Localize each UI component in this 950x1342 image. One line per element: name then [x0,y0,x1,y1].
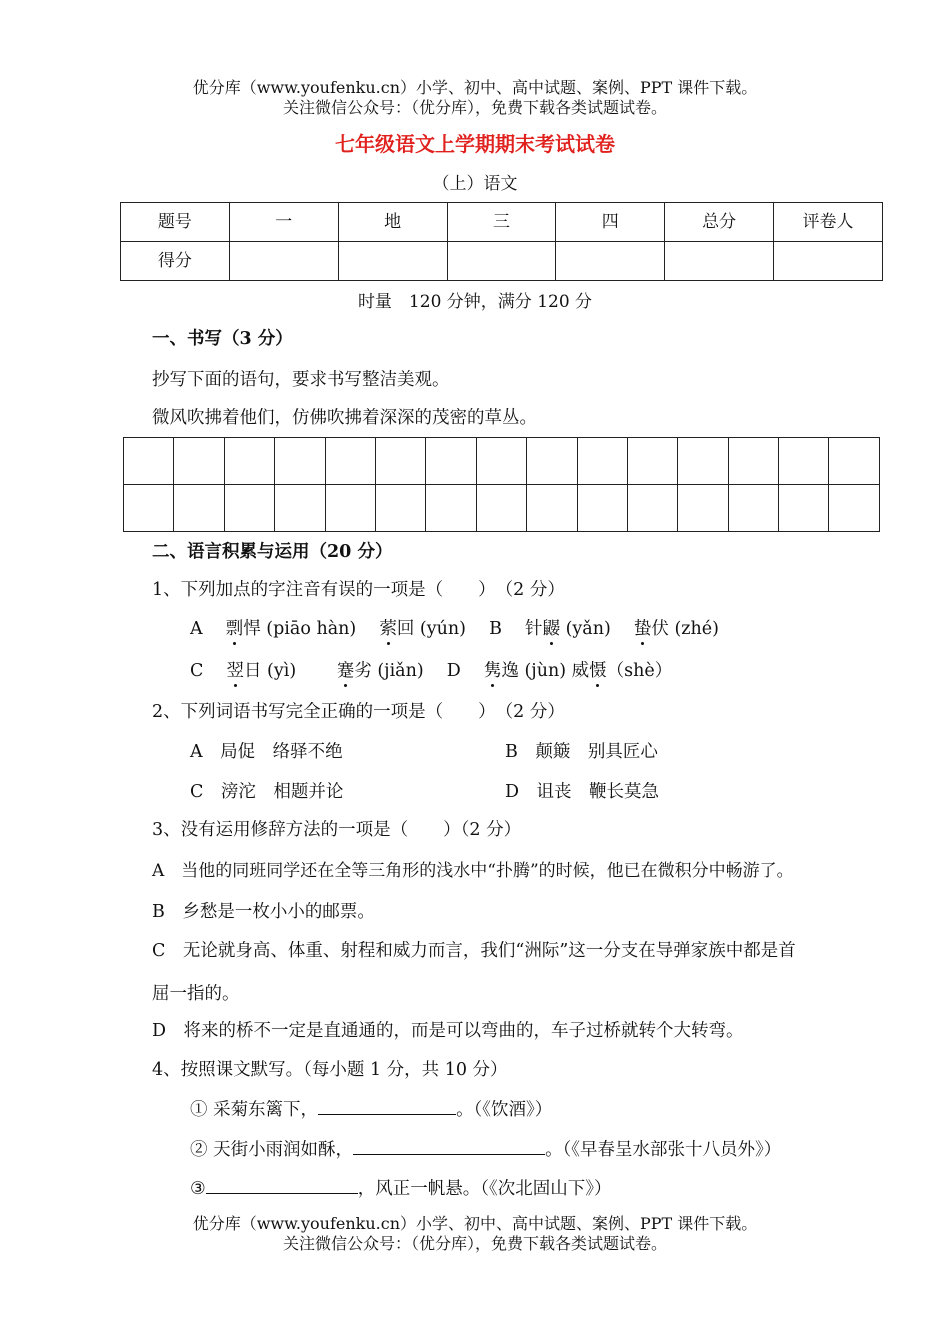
time-info: 时量 120 分钟，满分 120 分 [357,292,593,312]
question-1-options-cd [190,657,672,682]
writing-cell[interactable] [224,485,274,532]
answer-blank[interactable] [206,1177,358,1194]
question-4-item-1 [190,1096,552,1121]
section-1-instruction: 抄写下面的语句，要求书写整洁美观。 [152,370,450,390]
section-1-sentence: 微风吹拂着他们，仿佛吹拂着深深的茂密的草丛。 [152,408,537,428]
page-subtitle: （上）语文 [432,174,518,194]
writing-cell[interactable] [476,485,526,532]
footer-line-2: 关注微信公众号：（优分库），免费下载各类试题试卷。 [282,1234,667,1253]
writing-cell[interactable] [678,438,728,485]
question-3-option-c-cont: 屈一指的。 [152,984,240,1004]
score-table-score-row [121,242,883,281]
dotted-char: 蛰 [634,615,652,640]
writing-cell[interactable] [426,438,476,485]
option-text: (yǎn) [560,619,611,639]
writing-cell[interactable] [325,485,375,532]
option-text: 伏 (zhé) [651,619,719,639]
writing-cell[interactable] [829,438,880,485]
question-3-option-b: B 乡愁是一枚小小的邮票。 [152,902,375,922]
option-text: 悍 (piāo hàn) [243,619,357,639]
writing-cell[interactable] [375,438,425,485]
writing-grid-row [124,485,880,532]
writing-cell[interactable] [174,438,224,485]
writing-cell[interactable] [779,438,829,485]
writing-cell[interactable] [275,485,325,532]
question-3-stem: 3、没有运用修辞方法的一项是（ ）（2 分） [152,820,522,840]
writing-cell[interactable] [375,485,425,532]
dotted-char: 蹇 [337,657,355,682]
question-3-option-d: D 将来的桥不一定是直通通的，而是可以弯曲的，车子过桥就转个大转弯。 [152,1021,744,1041]
writing-cell[interactable] [124,485,174,532]
writing-cell[interactable] [174,485,224,532]
question-2-stem: 2、下列词语书写完全正确的一项是（ ） （2 分） [152,702,565,722]
option-text: 威 [571,661,590,681]
writing-cell[interactable] [124,438,174,485]
writing-cell[interactable] [829,485,880,532]
section-2-title: 二、语言积累与运用（20 分） [152,542,393,562]
score-table [120,202,883,281]
option-label: B [489,619,502,639]
writing-cell[interactable] [325,438,375,485]
header-line-1: 优分库（www.youfenku.cn）小学、初中、高中试题、案例、PPT 课件下载。 [192,78,758,97]
item-text: ③ [190,1179,206,1199]
question-3-option-a: A 当他的同班同学还在全等三角形的浅水中“扑腾”的时候，他已在微积分中畅游了。 [152,861,794,881]
dotted-char: 鼹 [543,615,561,640]
writing-grid-row [124,438,880,485]
question-1-stem: 1、下列加点的字注音有误的一项是（ ） （2 分） [152,580,565,600]
question-1-options-ab [190,615,719,640]
writing-cell[interactable] [476,438,526,485]
section-1-title: 一、书写（3 分） [152,329,293,349]
question-2-option-b: B 颠簸 别具匠心 [505,742,658,762]
option-label: A [190,619,203,639]
score-header-cell: 地 [338,203,447,242]
writing-cell[interactable] [527,485,577,532]
writing-cell[interactable] [728,438,778,485]
dotted-char: 剽 [226,615,244,640]
item-text: ，风正一帆悬。（《次北固山下》） [357,1179,612,1199]
option-text: 针 [525,619,543,639]
writing-cell[interactable] [779,485,829,532]
score-cell[interactable] [774,242,883,281]
score-header-cell: 题号 [121,203,230,242]
item-text: ① 采菊东篱下， [190,1100,319,1120]
score-cell[interactable] [447,242,556,281]
option-text: 日 (yì) [243,661,297,681]
option-label: D [446,661,461,681]
score-cell[interactable] [556,242,665,281]
score-table-header-row [121,203,883,242]
question-2-option-c: C 滂沱 相题并论 [190,782,344,802]
writing-cell[interactable] [527,438,577,485]
writing-cell[interactable] [678,485,728,532]
option-label: C [190,661,204,681]
score-header-cell: 一 [229,203,338,242]
option-text: （shè） [606,661,673,681]
writing-cell[interactable] [577,485,627,532]
writing-cell[interactable] [728,485,778,532]
writing-cell[interactable] [426,485,476,532]
score-header-cell: 四 [556,203,665,242]
dotted-char: 慑 [589,657,607,682]
question-4-item-3 [190,1175,611,1200]
question-4-stem: 4、按照课文默写。（每小题 1 分，共 10 分） [152,1060,508,1080]
score-cell[interactable] [338,242,447,281]
writing-cell[interactable] [627,438,677,485]
score-header-cell: 评卷人 [774,203,883,242]
question-3-option-c: C 无论就身高、体重、射程和威力而言，我们“洲际”这一分支在导弹家族中都是首 [152,941,796,961]
writing-cell[interactable] [627,485,677,532]
item-text: ② 天街小雨润如酥， [190,1140,354,1160]
answer-blank[interactable] [318,1098,456,1115]
score-header-cell: 总分 [665,203,774,242]
option-text: 逸 (jùn) [501,661,567,681]
footer-line-1: 优分库（www.youfenku.cn）小学、初中、高中试题、案例、PPT 课件下载。 [192,1214,758,1233]
option-text: 劣 (jiǎn) [354,661,424,681]
dotted-char: 萦 [379,615,397,640]
answer-blank[interactable] [353,1138,545,1155]
writing-grid [123,437,880,532]
question-2-option-d: D 诅丧 鞭长莫急 [505,782,660,802]
page-title: 七年级语文上学期期末考试试卷 [335,132,615,156]
score-row-label: 得分 [121,242,230,281]
item-text: 。（《早春呈水部张十八员外》） [545,1140,782,1160]
score-header-cell: 三 [447,203,556,242]
question-2-option-a: A 局促 络驿不绝 [190,742,343,762]
writing-cell[interactable] [224,438,274,485]
score-cell[interactable] [665,242,774,281]
dotted-char: 隽 [484,657,502,682]
writing-cell[interactable] [275,438,325,485]
header-line-2: 关注微信公众号：（优分库），免费下载各类试题试卷。 [282,98,667,117]
score-cell[interactable] [229,242,338,281]
option-text: 回 (yún) [396,619,466,639]
question-4-item-2 [190,1136,781,1161]
writing-cell[interactable] [577,438,627,485]
item-text: 。（《饮酒》） [456,1100,553,1120]
dotted-char: 翌 [226,657,244,682]
